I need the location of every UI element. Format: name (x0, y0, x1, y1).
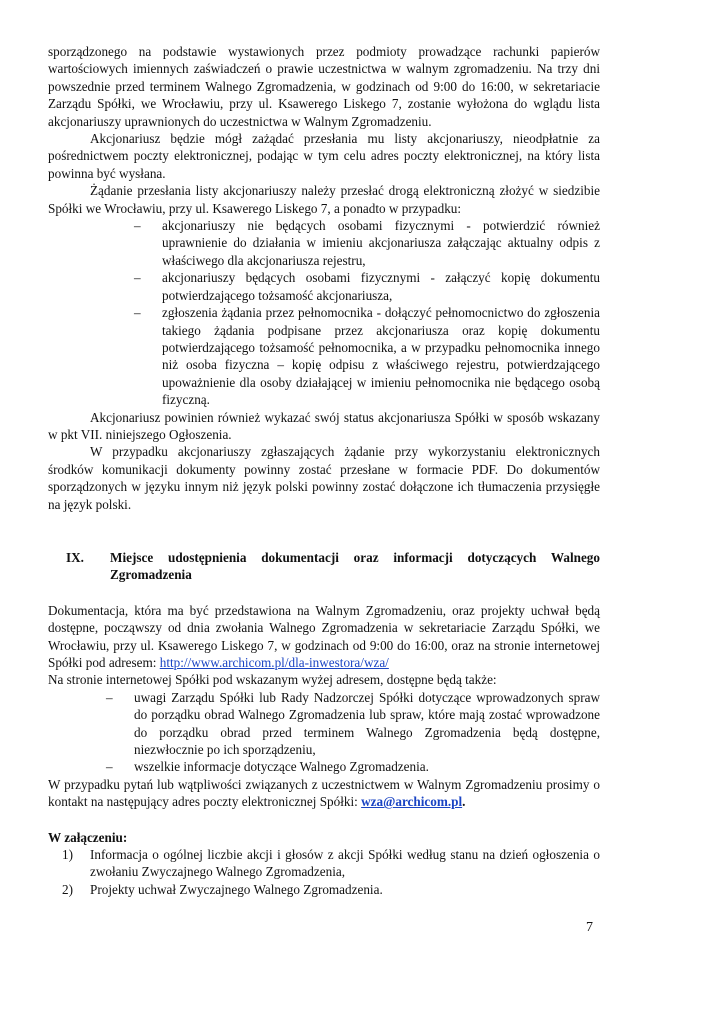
attachments-title: W załączeniu: (48, 829, 128, 845)
paragraph-list-request: Akcjonariusz będzie mógł zażądać przesłania mu listy akcjonariuszy, nieodpłatnie za pośrednictwem poczty elektronicznej, podając w tym celu adres poczty elektronicznej, na który lista powinna być wysłana. (48, 131, 600, 181)
list-item (62, 881, 600, 898)
attachment-number: 1) (62, 847, 73, 863)
list-item: – uwagi Zarządu Spółki lub Rady Nadzorczej Spółki dotyczące wprowadzonych spraw do porządku obrad Walnego Zgromadzenia lub spraw, które mają zostać wprowadzone do porządku obrad przed terminem Walnego Zgromadzenia będą dostępne, niezwłocznie po ich sporządzeniu, (134, 689, 600, 759)
paragraph-documentation (48, 602, 600, 672)
section-heading (48, 549, 600, 584)
page-number: 7 (586, 920, 593, 935)
section-title: Miejsce udostępnienia dokumentacji oraz informacji dotyczących Walnego Zgromadzenia (110, 549, 600, 583)
document-body (48, 43, 600, 898)
paragraph-website-available: Na stronie internetowej Spółki pod wskazanym wyżej adresem, dostępne będą także: (48, 672, 497, 688)
list-item (62, 846, 600, 881)
list-item: – akcjonariuszy nie będących osobami fizycznymi - potwierdzić również uprawnienie do działania w imieniu akcjonariusza załączając aktualny odpis z właściwego dla akcjonariusza rejestru, (162, 217, 600, 269)
section-number: IX. (66, 549, 84, 565)
list-item: – wszelkie informacje dotyczące Walnego Zgromadzenia. (134, 758, 600, 775)
paragraph-shareholder-status: Akcjonariusz powinien również wykazać swój status akcjonariusza Spółki w sposób wskazany w pkt VII. niniejszego Ogłoszenia. (48, 409, 600, 442)
investor-page-link[interactable]: http://www.archicom.pl/dla-inwestora/wza/ (159, 655, 389, 670)
list-item: – akcjonariuszy będących osobami fizycznymi - załączyć kopię dokumentu potwierdzającego tożsamość akcjonariusza, (162, 269, 600, 304)
paragraph-contact-text: W przypadku pytań lub wątpliwości związanych z uczestnictwem w Walnym Zgromadzeniu prosimy o kontakt na następujący adres poczty elektronicznej Spółki: (48, 776, 600, 810)
contact-email-link[interactable]: wza@archicom.pl (361, 794, 463, 810)
attachment-number: 2) (62, 881, 73, 897)
paragraph-contact-end: . (462, 794, 466, 810)
website-contents-list (48, 689, 600, 776)
list-item: – zgłoszenia żądania przez pełnomocnika - dołączyć pełnomocnictwo do zgłoszenia takiego żądania podpisane przez akcjonariusza oraz kopię dokumentu potwierdzającego tożsamość pełnomocnika, a w przypadku pełnomocnika innego niż osoba fizyczna – kopię odpisu z właściwego rejestru, potwierdzającego upoważnienie dla osoby działającej w imieniu pełnomocnika nie będącego osobą fizyczną. (162, 304, 600, 408)
paragraph-documentation-text: Dokumentacja, która ma być przedstawiona na Walnym Zgromadzeniu, oraz projekty uchwał będą dostępne, począwszy od dnia zwołania Walnego Zgromadzenia w sekretariacie Zarządu Spółki, we Wrocławiu, przy ul. Ksawerego Liskego 7, w godzinach od 9:00 do 16:00, oraz na stronie internetowej Spółki pod adresem: (48, 602, 600, 670)
paragraph-electronic-documents: W przypadku akcjonariuszy zgłaszających żądanie przy wykorzystaniu elektronicznych środków komunikacji dokumenty powinny zostać przesłane w formacie PDF. Do dokumentów sporządzonych w języku innym niż język polski powinny zostać dołączone ich tłumaczenia przysięgłe na język polski. (48, 444, 600, 512)
attachment-text: Informacja o ogólnej liczbie akcji i głosów z akcji Spółki według stanu na dzień ogłoszenia o zwołaniu Zwyczajnego Walnego Zgromadzenia, (90, 847, 600, 880)
attachment-text: Projekty uchwał Zwyczajnego Walnego Zgromadzenia. (90, 881, 383, 897)
paragraph-shareholder-list: sporządzonego na podstawie wystawionych przez podmioty prowadzące rachunki papierów wartościowych imiennych zaświadczeń o prawie uczestnictwa w walnym zgromadzeniu. Na trzy dni powszednie przed terminem Walnego Zgromadzenia, w godzinach od 9:00 do 16:00, w sekretariacie Zarządu Spółki, we Wrocławiu, przy ul. Ksawerego Liskego 7, zostanie wyłożona do wglądu lista akcjonariuszy uprawnionych do uczestnictwa w Walnym Zgromadzeniu. (48, 44, 600, 129)
attachments-list (48, 846, 600, 898)
paragraph-request-method: Żądanie przesłania listy akcjonariuszy należy przesłać drogą elektroniczną złożyć w siedzibie Spółki we Wrocławiu, przy ul. Ksawerego Liskego 7, a ponadto w przypadku: (48, 183, 600, 216)
paragraph-contact (48, 776, 600, 811)
request-conditions-list (48, 217, 600, 408)
